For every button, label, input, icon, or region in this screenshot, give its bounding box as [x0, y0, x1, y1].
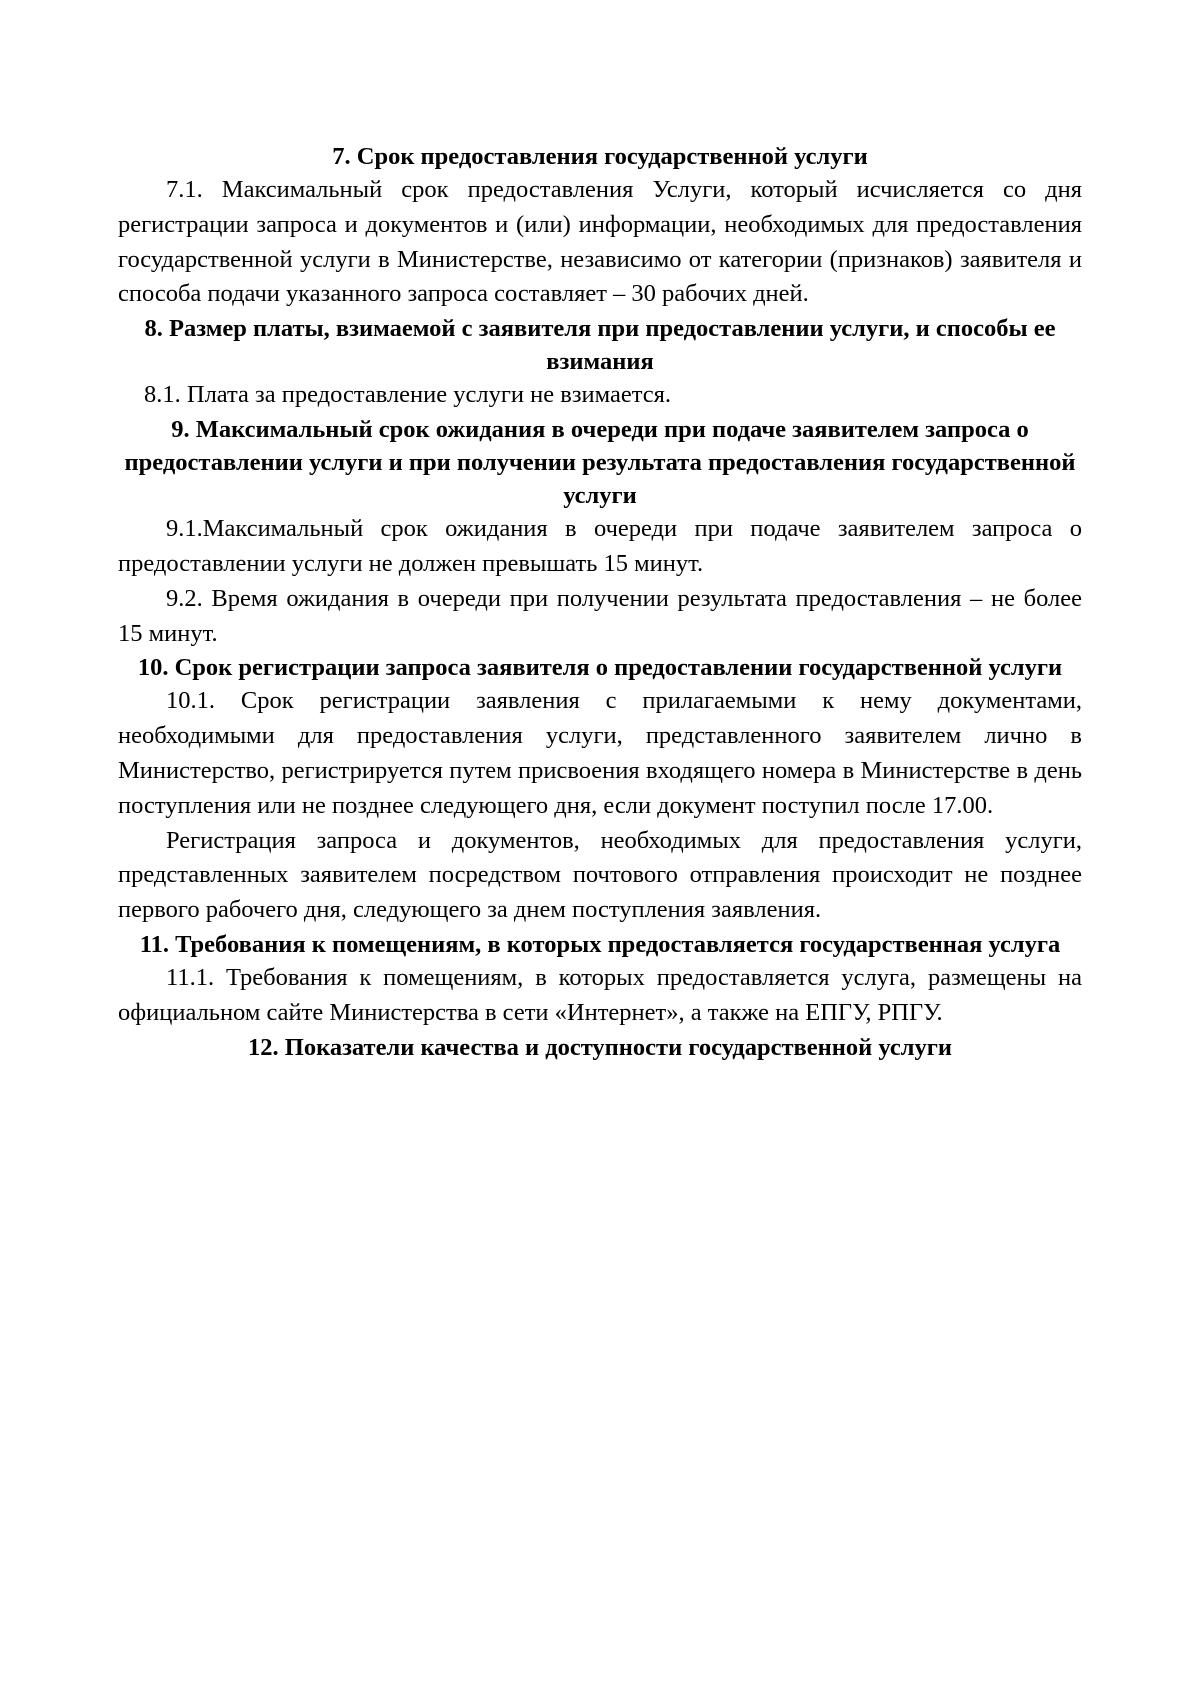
heading-section-10: 10. Срок регистрации запроса заявителя о предоставлении государственной услуги [137, 654, 1063, 682]
heading-section-11: 11. Требования к помещениям, в которых предоставляется государственная услуга [139, 930, 1061, 958]
paragraph-7-1: 7.1. Максимальный срок предоставления Услуги, который исчисляется со дня регистрации запроса и документов и (или) информации, необходимых для предоставления государственной услуги в Министерстве, независимо от категории (признаков) заявителя и способа подачи указанного запроса составляет – 30 рабочих дней. [118, 176, 1082, 308]
paragraph-8-1: 8.1. Плата за предоставление услуги не взимается. [144, 381, 671, 409]
heading-section-8: 8. Размер платы, взимаемой с заявителя при предоставлении услуги, и способы ее взимания [144, 315, 1056, 376]
paragraph-10-1: 10.1. Срок регистрации заявления с прилагаемыми к нему документами, необходимыми для предоставления услуги, представленного заявителем лично в Министерство, регистрируется путем присвоения входящего номера в Министерстве в день поступления или не позднее следующего дня, если документ поступил после 17.00. [118, 687, 1082, 819]
heading-section-12: 12. Показатели качества и доступности государственной услуги [248, 1033, 952, 1061]
paragraph-9-1: 9.1.Максимальный срок ожидания в очереди при подаче заявителем запроса о предоставлении услуги не должен превышать 15 минут. [118, 515, 1082, 578]
paragraph-9-2: 9.2. Время ожидания в очереди при получении результата предоставления – не более 15 минут. [118, 584, 1082, 647]
heading-section-7: 7. Срок предоставления государственной услуги [332, 143, 868, 170]
paragraph-11-1: 11.1. Требования к помещениям, в которых предоставляется услуга, размещены на официальном сайте Министерства в сети «Интернет», а также на ЕПГУ, РПГУ. [118, 964, 1082, 1026]
document-body [118, 140, 1082, 1064]
paragraph-10-2: Регистрация запроса и документов, необходимых для предоставления услуги, представленных заявителем посредством почтового отправления происходит не позднее первого рабочего дня, следующего за днем поступления заявления. [118, 826, 1082, 924]
heading-section-9: 9. Максимальный срок ожидания в очереди при подаче заявителем запроса о предоставлении услуги и при получении результата предоставления государственной услуги [124, 416, 1076, 510]
